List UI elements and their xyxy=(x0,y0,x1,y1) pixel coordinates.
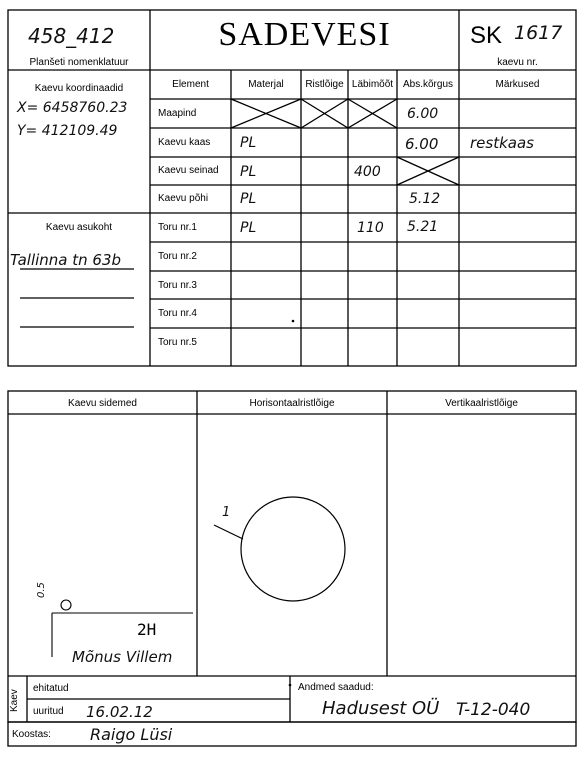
page-title: SADEVESI xyxy=(218,16,391,53)
andmed-label: Andmed saadud: xyxy=(298,682,374,693)
uuritud-label: uuritud xyxy=(33,706,64,717)
uuritud-value: 16.02.12 xyxy=(86,703,153,721)
location-value: Tallinna tn 63b xyxy=(10,251,122,269)
kaevu-nr-label: kaevu nr. xyxy=(497,57,538,68)
row-materjal: PL xyxy=(240,135,257,151)
row-abs: 6.00 xyxy=(407,106,439,122)
row-markused: restkaas xyxy=(470,134,534,152)
column-header-element: Element xyxy=(172,79,209,90)
row-element: Maapind xyxy=(158,108,197,119)
pipe-line xyxy=(214,525,243,539)
row-materjal: PL xyxy=(240,164,257,180)
nomenklatuur-label: Planšeti nomenklatuur xyxy=(29,57,129,68)
location-label: Kaevu asukoht xyxy=(45,222,113,233)
row-element: Kaevu kaas xyxy=(158,137,211,148)
sketch-header-vertical: Vertikaalristlõige xyxy=(445,398,518,409)
row-element: Toru nr.5 xyxy=(158,337,197,348)
nomenklatuur-value: 458_412 xyxy=(28,24,115,48)
manhole-circle xyxy=(241,497,345,601)
column-header-abs-korgus: Abs.kõrgus xyxy=(402,79,454,90)
row-element: Toru nr.2 xyxy=(158,251,197,262)
sketch-header-sidemed: Kaevu sidemed xyxy=(68,398,137,409)
column-header-labimoot: Läbimõõt xyxy=(351,79,394,90)
sidemed-note: 0.5 xyxy=(36,582,47,598)
kaevu-nr-prefix: SK xyxy=(470,22,503,49)
coordinate-y: Y= 412109.49 xyxy=(17,123,118,139)
row-materjal: PL xyxy=(240,220,257,236)
sidemed-name: Mõnus Villem xyxy=(72,648,173,666)
row-labimoot: 400 xyxy=(354,164,381,180)
row-element: Toru nr.4 xyxy=(158,308,197,319)
column-header-materjal: Materjal xyxy=(248,79,284,90)
pipe-label: 1 xyxy=(222,505,231,520)
row-element: Kaevu põhi xyxy=(158,193,209,204)
row-abs: 5.12 xyxy=(409,191,441,207)
column-header-markused: Märkused xyxy=(495,79,540,90)
row-materjal: PL xyxy=(240,191,257,207)
koostas-value: Raigo Lüsi xyxy=(90,725,173,744)
row-labimoot: 110 xyxy=(357,220,384,236)
row-element: Kaevu seinad xyxy=(158,165,219,176)
row-abs: 6.00 xyxy=(405,135,439,153)
sketch-header-horizontal: Horisontaalristlõige xyxy=(249,398,335,409)
andmed-code: T-12-040 xyxy=(456,700,531,720)
coordinate-x: X= 6458760.23 xyxy=(17,100,128,116)
andmed-value: Hadusest OÜ xyxy=(322,698,440,719)
kaev-side-label: Kaev xyxy=(9,689,20,712)
column-header-ristloige: Ristlõige xyxy=(305,79,344,90)
koostas-label: Koostas: xyxy=(12,729,51,740)
ehitatud-label: ehitatud xyxy=(33,683,69,694)
sidemed-distance: 2H xyxy=(137,620,157,639)
kaevu-nr-value: 1617 xyxy=(514,22,563,44)
row-element: Toru nr.3 xyxy=(158,280,197,291)
horizontal-section-drawing xyxy=(214,497,345,601)
row-abs: 5.21 xyxy=(407,219,439,235)
coordinates-label: Kaevu koordinaadid xyxy=(34,83,124,94)
row-element: Toru nr.1 xyxy=(158,222,197,233)
